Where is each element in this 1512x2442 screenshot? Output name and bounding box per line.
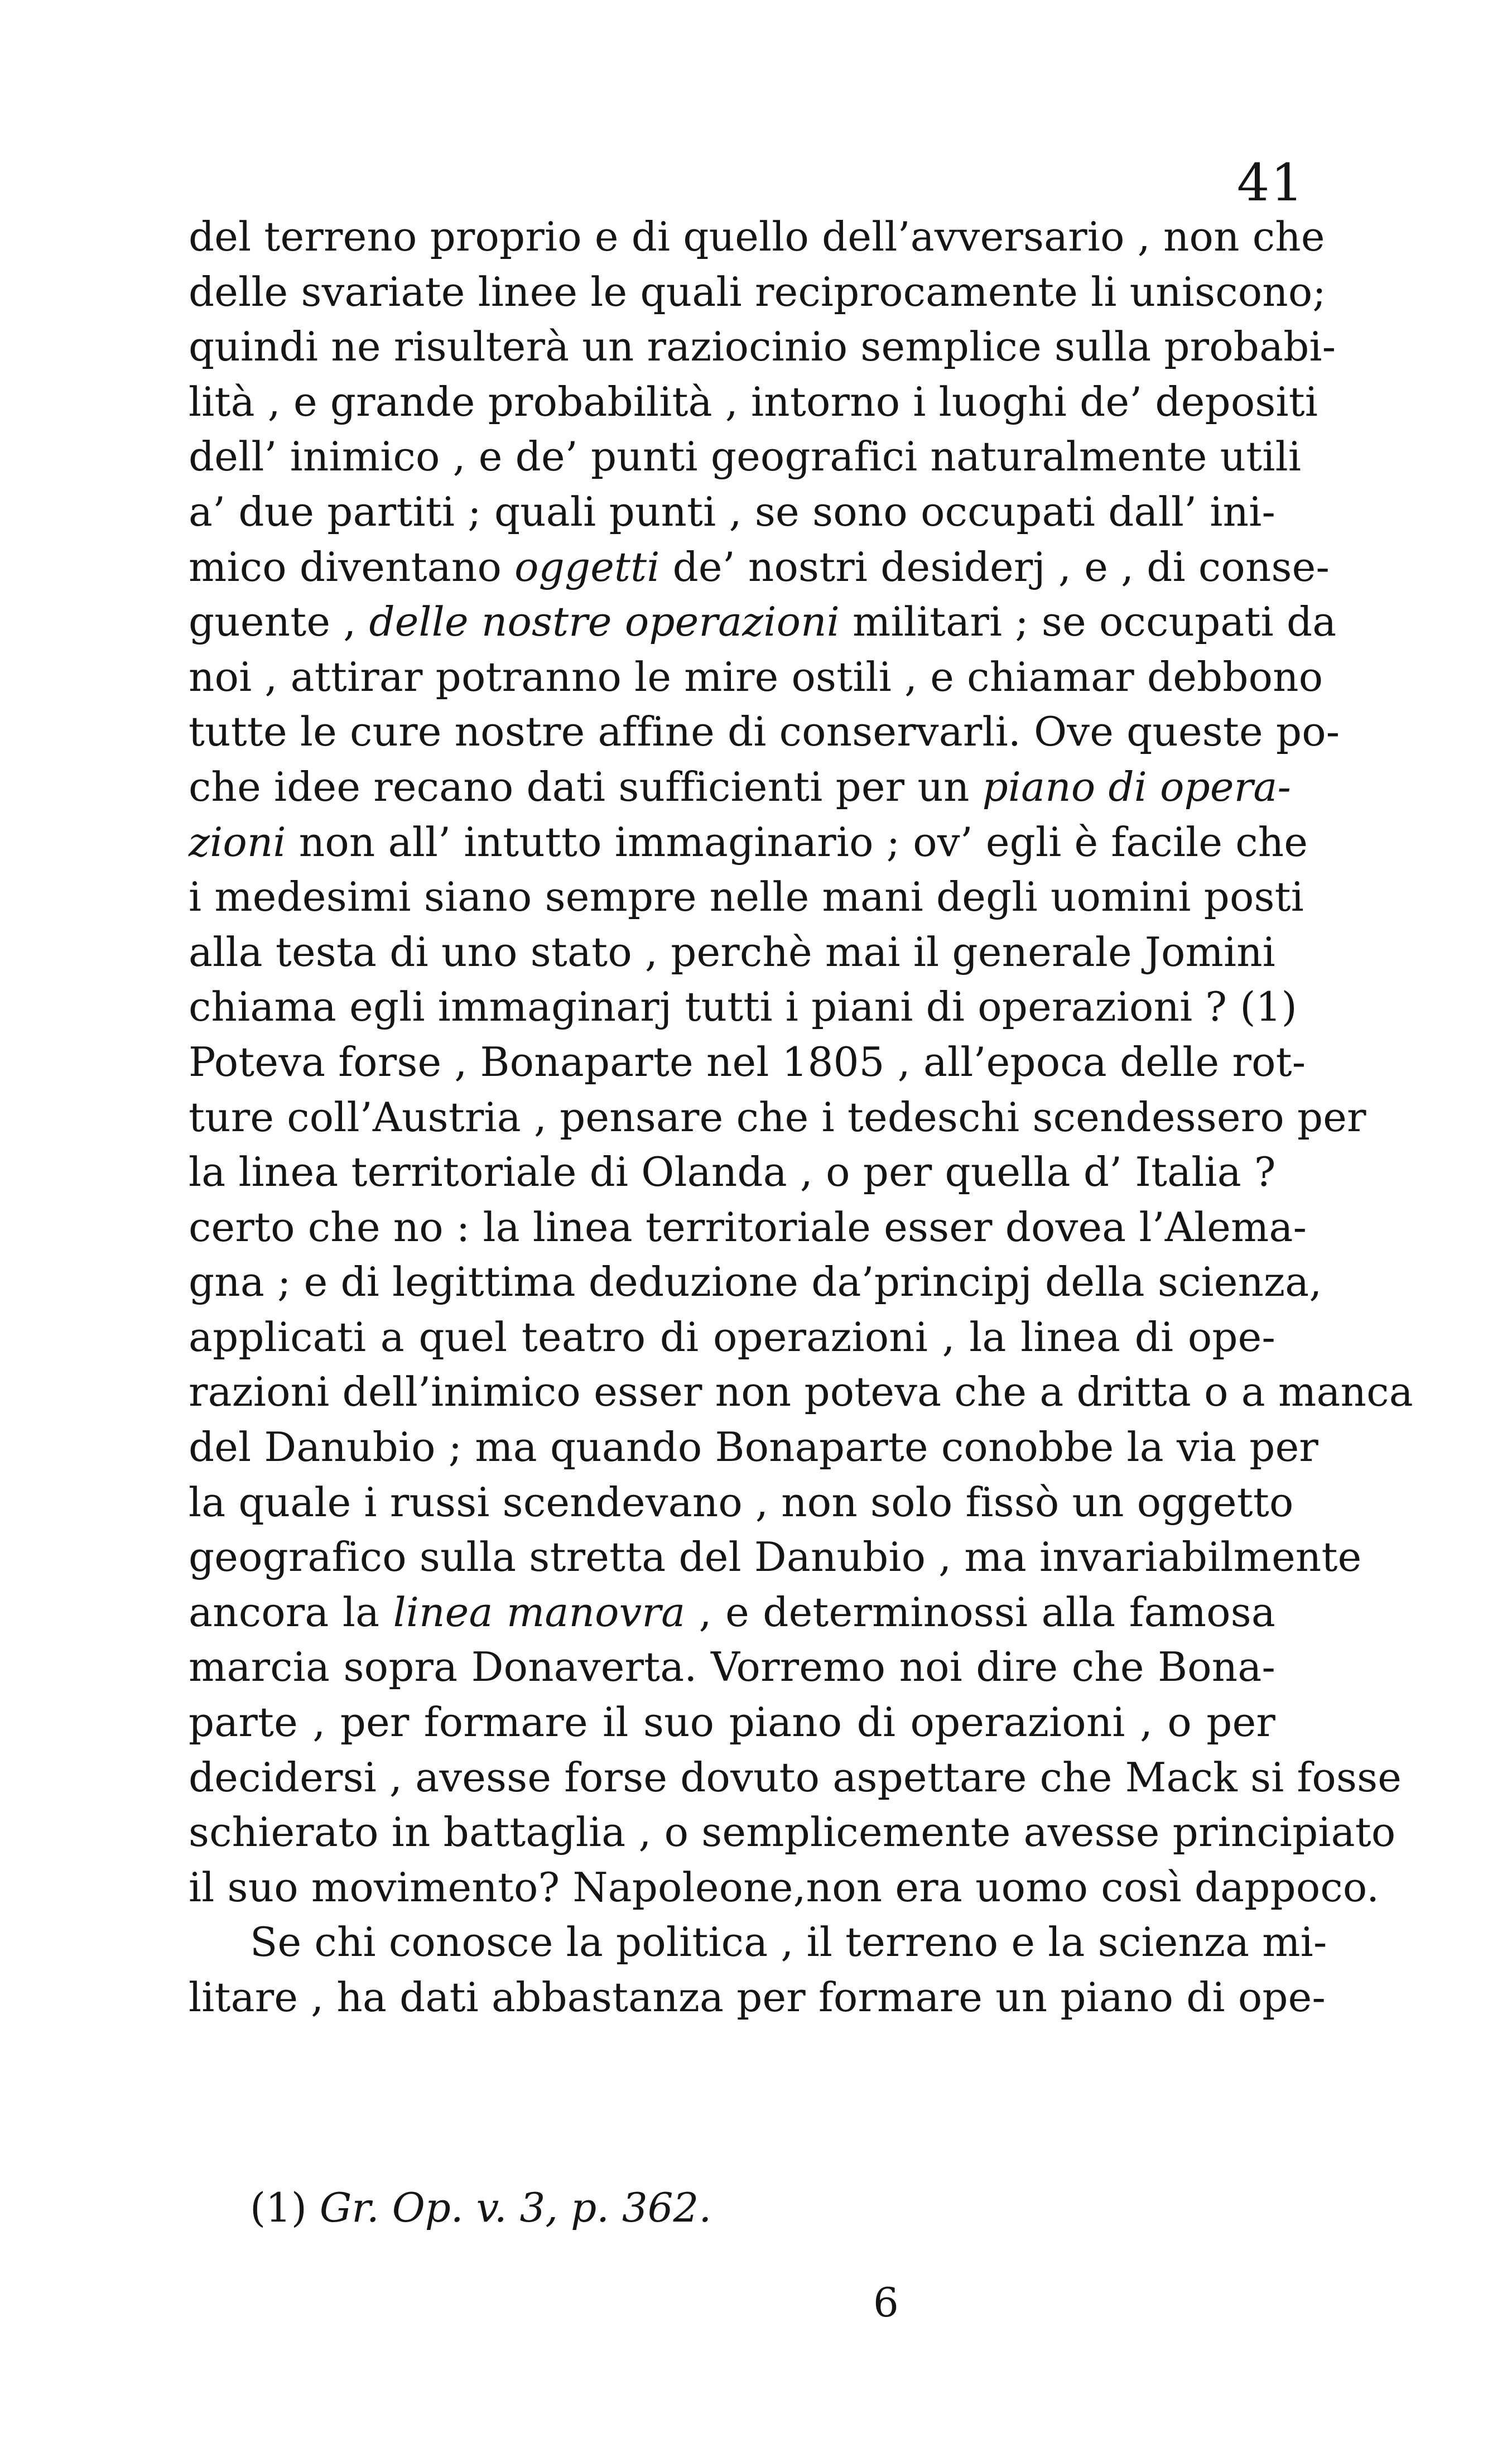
paragraph-start-line: Se chi conosce la politica , il terreno e la scienza mi- [250, 1919, 1327, 1966]
text-line: razioni dell’inimico esser non poteva che a dritta o a manca [189, 1368, 1413, 1416]
text-segment: mico diventano [189, 543, 502, 590]
text-line: applicati a quel teatro di operazioni , la linea di ope- [189, 1313, 1275, 1361]
text-line [189, 540, 1330, 595]
text-line: noi , attirar potranno le mire ostili , e chiamar debbono [189, 653, 1323, 700]
text-line [189, 1585, 1275, 1640]
text-line: litare , ha dati abbastanza per formare un piano di ope- [189, 1974, 1326, 2021]
text-line: certo che no : la linea territoriale esser dovea l’Alema- [189, 1203, 1307, 1251]
text-segment: che idee recano dati sufficienti per un [189, 763, 970, 810]
text-segment: guente , [189, 598, 357, 646]
text-line: decidersi , avesse forse dovuto aspettare che Mack si fosse [189, 1753, 1402, 1801]
text-line: Poteva forse , Bonaparte nel 1805 , all’epoca delle rot- [189, 1038, 1306, 1085]
text-segment: militari ; se occupati da [839, 598, 1337, 646]
text-line: la quale i russi scendevano , non solo fissò un oggetto [189, 1478, 1294, 1526]
text-segment: non all’ intutto immaginario ; ov’ egli è facile che [286, 818, 1308, 866]
body-text [189, 209, 1413, 2025]
text-line [189, 594, 1337, 650]
text-line: a’ due partiti ; quali punti , se sono occupati dall’ ini- [189, 488, 1275, 535]
text-line: dell’ inimico , e de’ punti geografici naturalmente utili [189, 433, 1302, 480]
text-segment: de’ nostri desiderj , e , di conse- [659, 543, 1330, 590]
text-line: ture coll’Austria , pensare che i tedeschi scendessero per [189, 1093, 1366, 1141]
text-line: chiama egli immaginarj tutti i piani di operazioni ? (1) [189, 983, 1297, 1031]
text-line: schierato in battaglia , o semplicemente avesse principiato [189, 1809, 1396, 1856]
italic-term: delle nostre operazioni [369, 598, 840, 646]
text-line [189, 815, 1308, 870]
italic-term: oggetti [514, 543, 660, 590]
italic-term: zioni [189, 818, 286, 866]
text-line [189, 759, 1291, 815]
text-line: lità , e grande probabilità , intorno i luoghi de’ depositi [189, 378, 1318, 425]
text-line: tutte le cure nostre affine di conservarli. Ove queste po- [189, 708, 1340, 756]
text-line: geografico sulla stretta del Danubio , ma invariabilmente [189, 1534, 1362, 1581]
text-line: la linea territoriale di Olanda , o per quella d’ Italia ? [189, 1148, 1276, 1196]
text-line: del terreno proprio e di quello dell’avversario , non che [189, 213, 1325, 260]
text-segment: , e determinossi alla famosa [685, 1588, 1275, 1636]
footnote-citation: Gr. Op. v. 3, p. 362. [319, 2184, 712, 2231]
text-line: i medesimi siano sempre nelle mani degli uomini posti [189, 873, 1304, 921]
text-line: alla testa di uno stato , perchè mai il generale Jomini [189, 928, 1275, 975]
text-line: parte , per formare il suo piano di operazioni , o per [189, 1699, 1275, 1746]
text-line: gna ; e di legittima deduzione da’principj della scienza, [189, 1258, 1322, 1306]
text-line: quindi ne risulterà un raziocinio semplice sulla probabi- [189, 323, 1336, 371]
footnote [250, 2184, 712, 2231]
text-line: del Danubio ; ma quando Bonaparte conobbe la via per [189, 1424, 1319, 1471]
italic-term: linea manovra [393, 1588, 686, 1636]
signature-mark: 6 [873, 2279, 899, 2326]
footnote-marker: (1) [250, 2184, 307, 2231]
text-segment: ancora la [189, 1588, 380, 1636]
italic-term: piano di opera- [982, 763, 1291, 810]
text-line: il suo movimento? Napoleone,non era uomo così dappoco. [189, 1863, 1380, 1911]
text-line: marcia sopra Donaverta. Vorremo noi dire che Bona- [189, 1643, 1275, 1691]
page-number: 41 [1236, 153, 1304, 213]
text-line: delle svariate linee le quali reciprocamente li uniscono; [189, 268, 1326, 315]
